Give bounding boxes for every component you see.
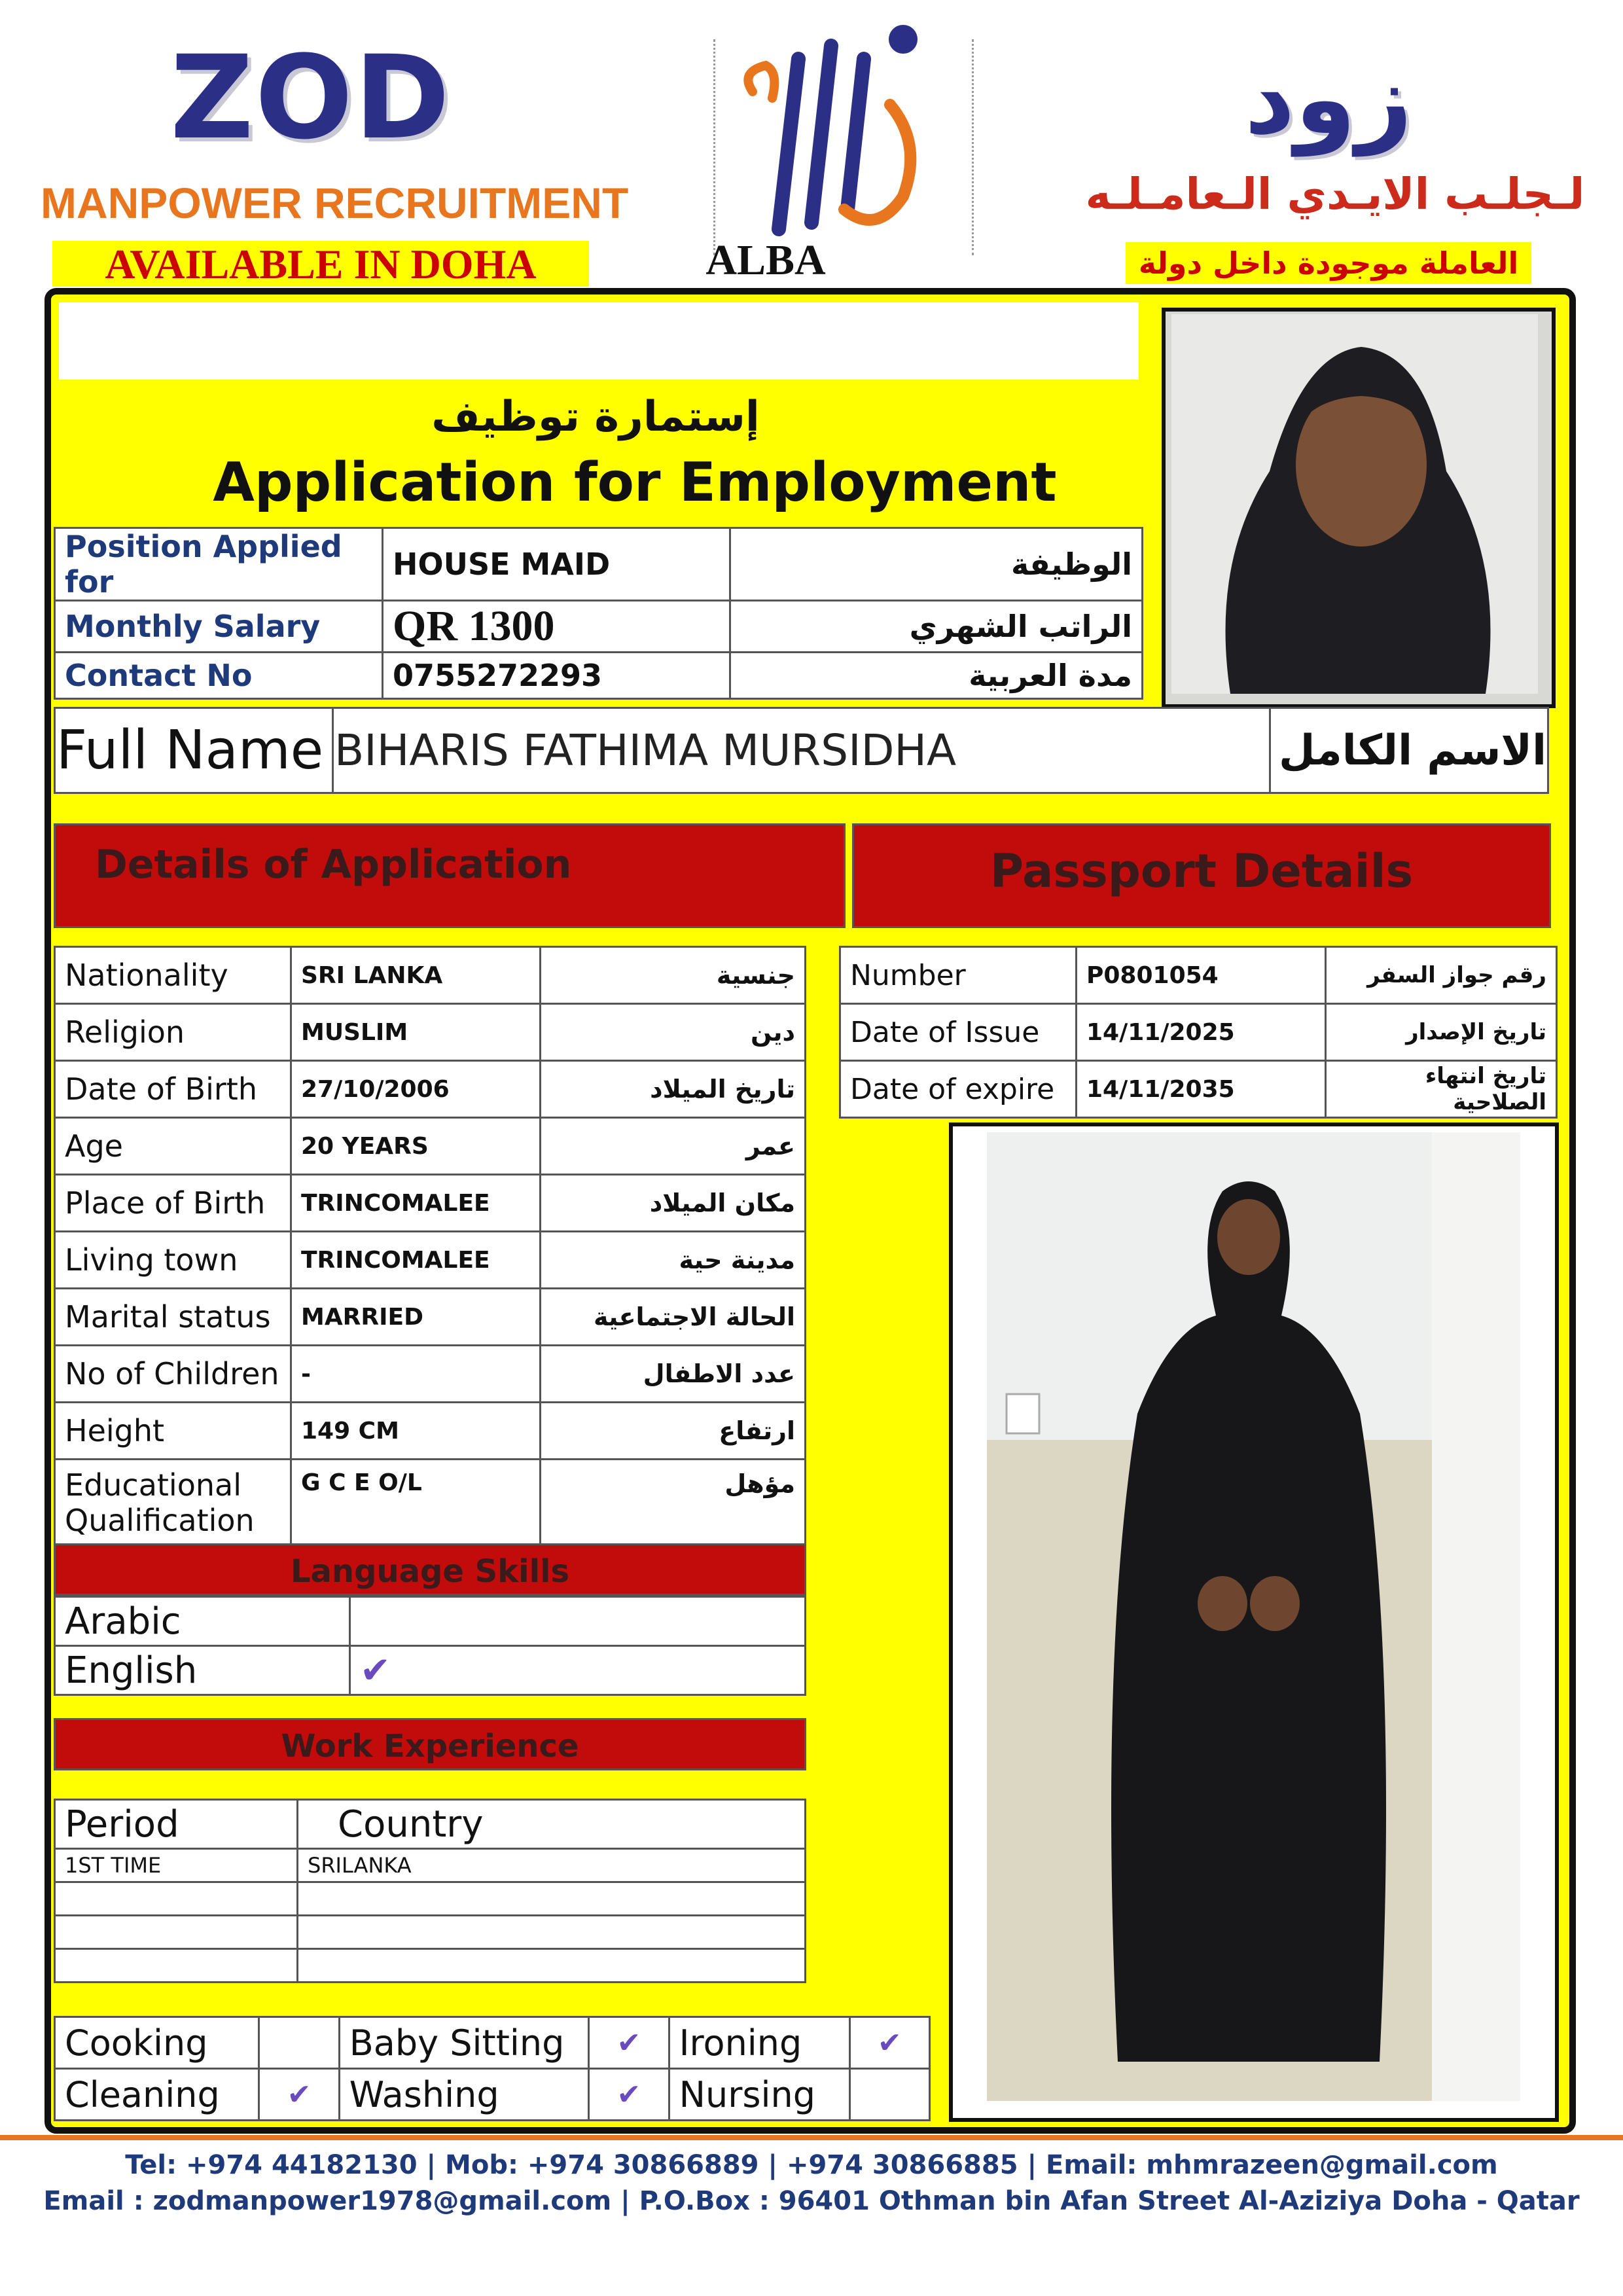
contact-label: Contact No [55, 653, 383, 699]
passport-row [840, 1061, 1557, 1118]
skill-cooking: Cooking [55, 2017, 259, 2069]
language-skills-header: Language Skills [54, 1543, 806, 1596]
footer-address-line: Email : zodmanpower1978@gmail.com | P.O.Box : 96401 Othman bin Afan Street Al-Aziziya Doha - Qatar [43, 2186, 1580, 2216]
country-header: Country [298, 1800, 806, 1849]
details-arabic: ارتفاع [541, 1403, 806, 1460]
position-table [54, 527, 1143, 700]
skill-ironing: Ironing [669, 2017, 849, 2069]
details-label: Living town [55, 1232, 291, 1289]
details-row [55, 1232, 806, 1289]
passport-value: 14/11/2035 [1077, 1061, 1326, 1118]
work-country [298, 1949, 806, 1982]
full-name-arabic: الاسم الكامل [1270, 708, 1548, 793]
form-title: Application for Employment [213, 452, 1057, 514]
passport-header: Passport Details [852, 823, 1551, 928]
skills-table [54, 2016, 931, 2121]
details-label: Nationality [55, 947, 291, 1004]
contact-arabic: مدة العربية [730, 653, 1143, 699]
check-icon [259, 2017, 339, 2069]
details-table [54, 946, 806, 1547]
details-value: 27/10/2006 [291, 1061, 541, 1118]
details-label: No of Children [55, 1346, 291, 1403]
position-value: HOUSE MAID [383, 528, 730, 601]
details-arabic: الحالة الاجتماعية [541, 1289, 806, 1346]
skill-washing: Washing [339, 2069, 589, 2121]
available-banner: AVAILABLE IN DOHA [52, 241, 589, 287]
details-label: Height [55, 1403, 291, 1460]
language-label: Arabic [55, 1597, 350, 1646]
contact-row [55, 653, 1143, 699]
details-value: TRINCOMALEE [291, 1175, 541, 1232]
details-row [55, 1061, 806, 1118]
check-icon: ✔ [849, 2017, 929, 2069]
header-divider-right [972, 39, 974, 255]
company-subtitle: MANPOWER RECRUITMENT [41, 179, 629, 227]
check-icon: ✔ [589, 2017, 669, 2069]
details-row [55, 947, 806, 1004]
check-icon: ✔ [350, 1646, 806, 1695]
details-arabic: دين [541, 1004, 806, 1061]
work-row [55, 1949, 806, 1982]
zod-arabic-logo: زود [1244, 43, 1413, 156]
work-country [298, 1916, 806, 1949]
passport-arabic: تاريخ انتهاء الصلاحية [1326, 1061, 1557, 1118]
work-header-row [55, 1800, 806, 1849]
language-label: English [55, 1646, 350, 1695]
details-arabic: جنسية [541, 947, 806, 1004]
details-value: TRINCOMALEE [291, 1232, 541, 1289]
details-label: Religion [55, 1004, 291, 1061]
footer-contact-line: Tel: +974 44182130 | Mob: +974 30866889 | +974 30866885 | Email: mhmrazeen@gmail.com [125, 2150, 1498, 2180]
passport-arabic: تاريخ الإصدار [1326, 1004, 1557, 1061]
work-period: 1ST TIME [55, 1849, 298, 1882]
work-row [55, 1882, 806, 1916]
details-row [55, 1004, 806, 1061]
salary-row [55, 601, 1143, 653]
alba-logo-icon [726, 13, 936, 249]
passport-arabic: رقم جواز السفر [1326, 947, 1557, 1004]
details-row [55, 1175, 806, 1232]
details-value: 149 CM [291, 1403, 541, 1460]
alba-label: ALBA [705, 236, 826, 284]
salary-label: Monthly Salary [55, 601, 383, 653]
details-arabic: عمر [541, 1118, 806, 1175]
passport-value: 14/11/2025 [1077, 1004, 1326, 1061]
check-icon: ✔ [589, 2069, 669, 2121]
form-title-arabic: إستمارة توظيف [431, 393, 760, 441]
details-value: MARRIED [291, 1289, 541, 1346]
skills-row [55, 2017, 930, 2069]
work-row [55, 1849, 806, 1882]
details-row [55, 1403, 806, 1460]
arabic-tagline: لـجلـب الايـدي الـعامـلـه [1085, 169, 1585, 219]
skills-row [55, 2069, 930, 2121]
details-arabic: مؤهل [541, 1460, 806, 1547]
details-value: MUSLIM [291, 1004, 541, 1061]
details-row [55, 1118, 806, 1175]
work-period [55, 1916, 298, 1949]
arabic-available-banner: العاملة موجودة داخل دولة [1126, 242, 1531, 284]
period-header: Period [55, 1800, 298, 1849]
passport-label: Date of expire [840, 1061, 1077, 1118]
work-row [55, 1916, 806, 1949]
language-row [55, 1646, 806, 1695]
details-label: Educational Qualification [55, 1460, 291, 1547]
work-period [55, 1949, 298, 1982]
details-label: Marital status [55, 1289, 291, 1346]
work-experience-header: Work Experience [54, 1718, 806, 1770]
skill-nursing: Nursing [669, 2069, 849, 2121]
details-label: Age [55, 1118, 291, 1175]
footer-divider [0, 2135, 1623, 2140]
work-country: SRILANKA [298, 1849, 806, 1882]
details-label: Date of Birth [55, 1061, 291, 1118]
position-arabic: الوظيفة [730, 528, 1143, 601]
position-row [55, 528, 1143, 601]
full-name-label: Full Name [55, 708, 333, 793]
passport-row [840, 947, 1557, 1004]
details-row [55, 1289, 806, 1346]
passport-value: P0801054 [1077, 947, 1326, 1004]
passport-label: Number [840, 947, 1077, 1004]
check-icon [849, 2069, 929, 2121]
details-value: - [291, 1346, 541, 1403]
passport-row [840, 1004, 1557, 1061]
language-table [54, 1596, 806, 1696]
check-icon [350, 1597, 806, 1646]
passport-label: Date of Issue [840, 1004, 1077, 1061]
work-experience-table [54, 1799, 806, 1983]
details-arabic: تاريخ الميلاد [541, 1061, 806, 1118]
language-row [55, 1597, 806, 1646]
position-label: Position Applied for [55, 528, 383, 601]
salary-arabic: الراتب الشهري [730, 601, 1143, 653]
passport-table [839, 946, 1558, 1119]
details-value: G C E O/L [291, 1460, 541, 1547]
skill-baby-sitting: Baby Sitting [339, 2017, 589, 2069]
details-row [55, 1460, 806, 1547]
details-header: Details of Application [54, 823, 846, 928]
details-label: Place of Birth [55, 1175, 291, 1232]
skill-cleaning: Cleaning [55, 2069, 259, 2121]
portrait-person-icon [1171, 314, 1538, 694]
details-value: SRI LANKA [291, 947, 541, 1004]
full-body-person-icon [987, 1132, 1520, 2101]
blank-header-box [59, 302, 1139, 380]
header-divider-left [713, 39, 715, 255]
details-row [55, 1346, 806, 1403]
work-period [55, 1882, 298, 1916]
contact-value: 0755272293 [383, 653, 730, 699]
details-arabic: مكان الميلاد [541, 1175, 806, 1232]
details-arabic: مدينة حية [541, 1232, 806, 1289]
salary-value: QR 1300 [383, 601, 730, 653]
check-icon: ✔ [259, 2069, 339, 2121]
full-name-table [54, 707, 1549, 794]
details-value: 20 YEARS [291, 1118, 541, 1175]
details-arabic: عدد الاطفال [541, 1346, 806, 1403]
zod-logo-text: ZOD [170, 31, 452, 165]
work-country [298, 1882, 806, 1916]
full-name-value: BIHARIS FATHIMA MURSIDHA [333, 708, 1270, 793]
